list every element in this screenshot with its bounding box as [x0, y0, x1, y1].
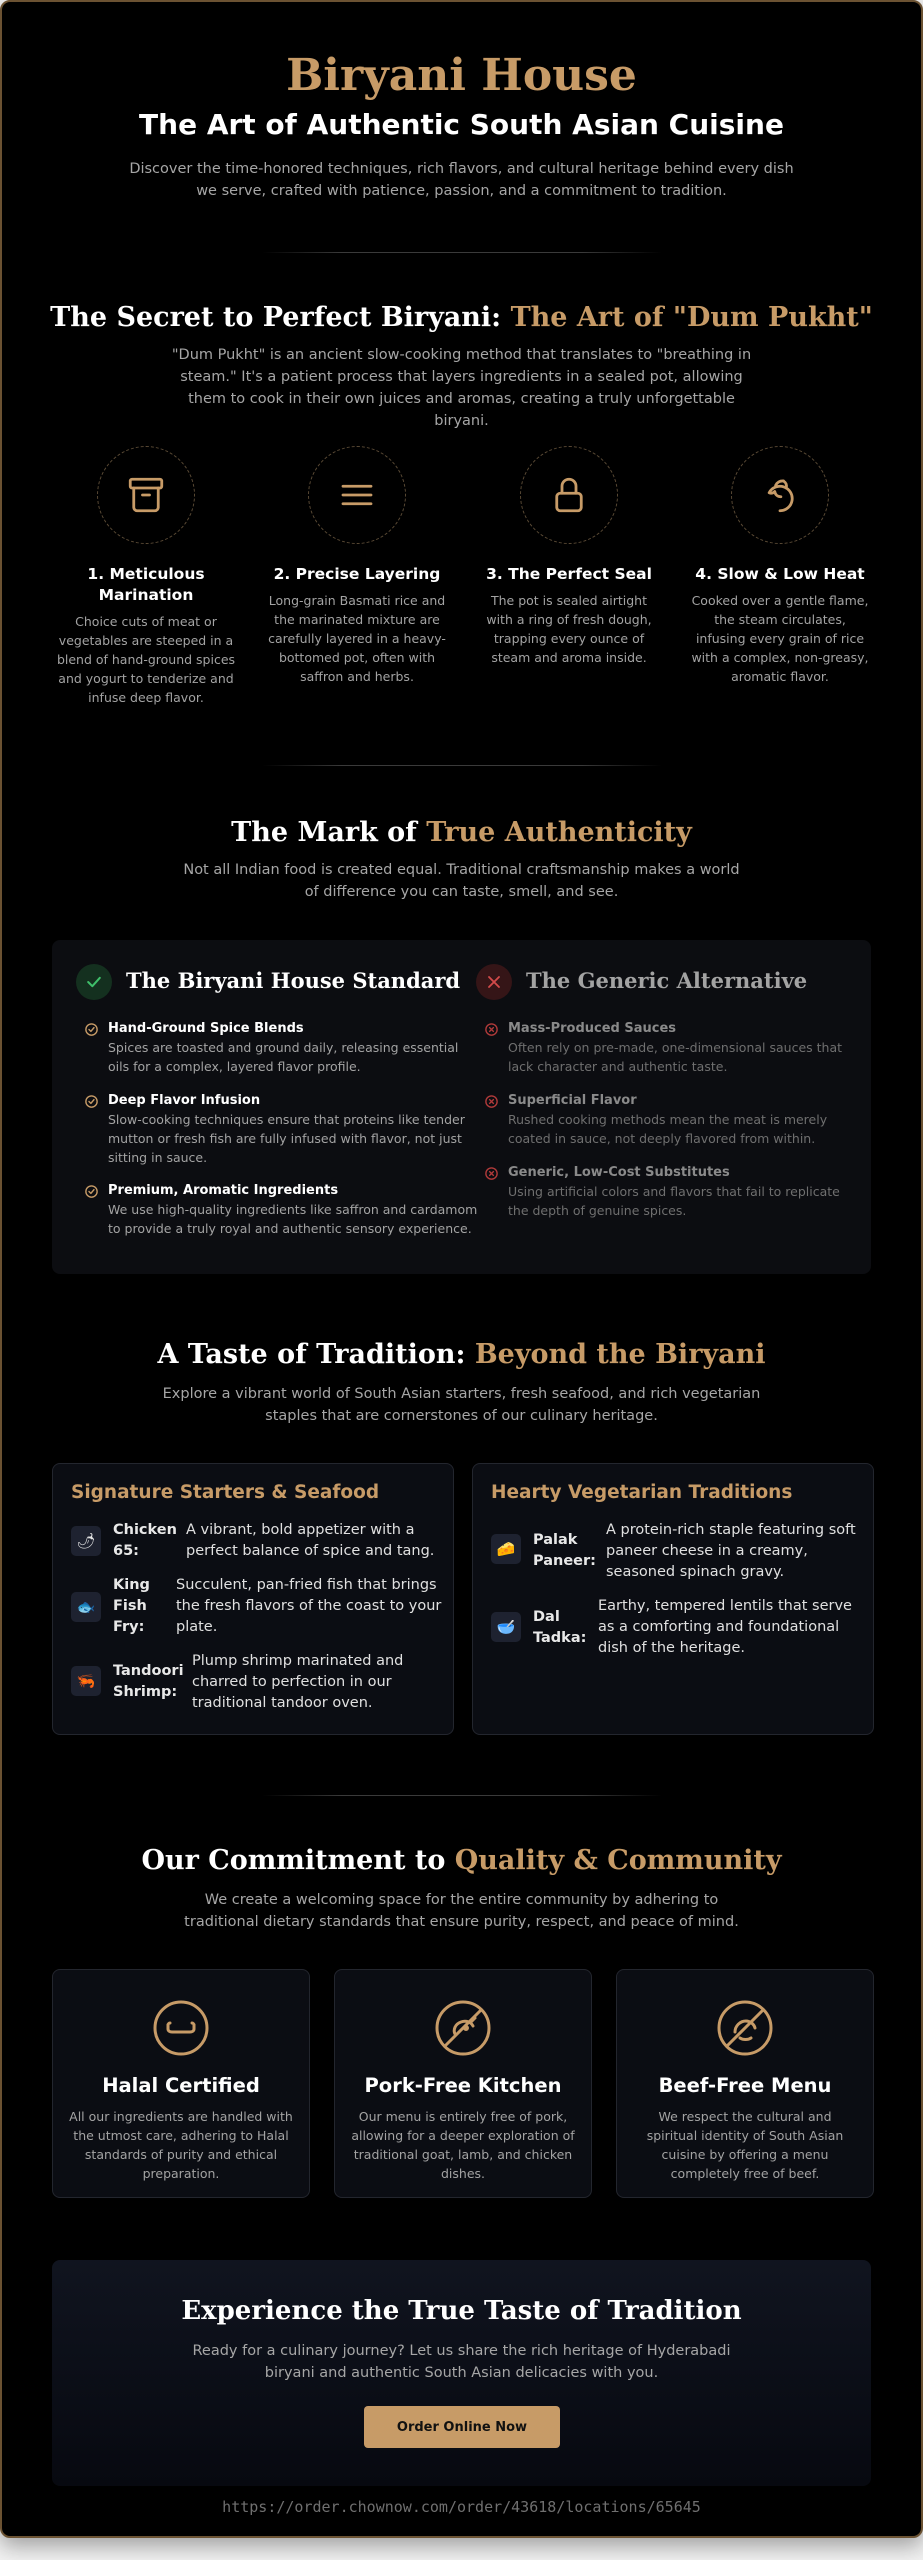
standard-item-title: Deep Flavor Infusion — [108, 1093, 261, 1108]
hero-subtitle: The Art of Authentic South Asian Cuisine — [139, 108, 784, 141]
generic-item — [508, 1020, 848, 1076]
commit-title: Pork-Free Kitchen — [364, 2074, 562, 2097]
step-title: 2. Precise Layering — [273, 565, 441, 583]
generic-item-title: Superficial Flavor — [508, 1093, 637, 1108]
standard-item-desc: We use high-quality ingredients like saffron and cardamom to provide a truly royal and authentic sensory experience. — [108, 1202, 478, 1236]
commit-title: Beef-Free Menu — [658, 2074, 832, 2097]
step-seal — [479, 446, 659, 667]
step-heat — [690, 446, 870, 686]
generic-heading: The Generic Alternative — [526, 968, 808, 993]
commit-desc: Our menu is entirely free of pork, allowing for a deeper exploration of traditional goat, lamb, and chicken dishes. — [351, 2109, 575, 2181]
authenticity-section-title — [2, 817, 921, 848]
tradition-section-title — [2, 1339, 921, 1370]
step-desc: Cooked over a gentle flame, the steam circulates, infusing every grain of rice with a complex, non-greasy, aromatic flavor. — [691, 593, 869, 684]
commitment-title-plain: Our Commitment to — [141, 1845, 455, 1876]
menu-item-desc: Earthy, tempered lentils that serve as a comforting and foundational dish of the heritage. — [598, 1598, 852, 1656]
step-icon-circle — [97, 446, 195, 544]
standard-item — [108, 1020, 478, 1076]
dum-section-title — [2, 302, 921, 333]
brand-title: Biryani House — [286, 50, 637, 101]
starters-heading: Signature Starters & Seafood — [71, 1482, 380, 1503]
commitment-section-title — [2, 1845, 921, 1876]
bowl-icon: 🥣 — [491, 1612, 521, 1642]
comparison-panel — [52, 940, 871, 1274]
step-desc: Choice cuts of meat or vegetables are steeped in a blend of hand-ground spices and yogurt to tenderize and infuse deep flavor. — [56, 614, 236, 705]
commit-title: Halal Certified — [102, 2074, 260, 2097]
tradition-description: Explore a vibrant world of South Asian starters, fresh seafood, and rich vegetarian staples that are cornerstones of our culinary heritage. — [162, 1386, 761, 1424]
vegetarian-card — [472, 1463, 874, 1735]
x-circle-icon — [484, 1094, 499, 1109]
footer-url[interactable]: https://order.chownow.com/order/43618/locations/65645 — [222, 2498, 701, 2516]
dum-title-accent: The Art of "Dum Pukht" — [510, 302, 873, 333]
step-layering — [267, 446, 447, 686]
generic-item-title: Mass-Produced Sauces — [508, 1021, 677, 1036]
check-circle-icon — [84, 1184, 99, 1199]
generic-item — [508, 1092, 848, 1148]
standard-item — [108, 1182, 478, 1238]
no-beef-icon — [715, 1998, 775, 2058]
menu-item-name: Palak Paneer: — [533, 1532, 596, 1569]
standard-item-title: Hand-Ground Spice Blends — [108, 1021, 304, 1036]
halal-icon — [151, 1998, 211, 2058]
order-online-button[interactable]: Order Online Now — [364, 2406, 560, 2448]
flame-icon — [759, 474, 801, 516]
divider — [262, 765, 662, 766]
menu-item-desc: A protein-rich staple featuring soft paneer cheese in a creamy, seasoned spinach gravy. — [606, 1522, 856, 1580]
authenticity-description: Not all Indian food is created equal. Traditional craftsmanship makes a world of difference you can taste, smell, and see. — [183, 862, 740, 900]
step-icon-circle — [308, 446, 406, 544]
close-icon — [484, 972, 504, 992]
standard-item-desc: Slow-cooking techniques ensure that proteins like tender mutton or fresh fish are fully infused with flavor, not just sitting in sauce. — [108, 1112, 465, 1165]
menu-item-name: Tandoori Shrimp: — [113, 1663, 184, 1700]
dum-title-plain: The Secret to Perfect Biryani: — [50, 302, 511, 333]
commit-desc: All our ingredients are handled with the utmost care, adhering to Halal standards of purity and ethical preparation. — [69, 2109, 293, 2181]
step-title: 4. Slow & Low Heat — [695, 565, 865, 583]
check-circle-icon — [84, 1022, 99, 1037]
pork-free-card — [334, 1969, 592, 2198]
commit-desc: We respect the cultural and spiritual identity of South Asian cuisine by offering a menu completely free of beef. — [646, 2109, 844, 2181]
dum-description: "Dum Pukht" is an ancient slow-cooking method that translates to "breathing in steam." It's a patient process that layers ingredients in a sealed pot, allowing them to cook in their own juices and aromas, creating a truly unforgettable biryani. — [171, 347, 752, 429]
generic-item — [508, 1164, 848, 1220]
check-icon — [84, 972, 104, 992]
cta-title: Experience the True Taste of Tradition — [181, 2296, 742, 2326]
no-pork-icon — [433, 1998, 493, 2058]
shrimp-icon: 🦐 — [71, 1666, 101, 1696]
halal-card — [52, 1969, 310, 2198]
menu-item-name: Chicken 65: — [113, 1522, 177, 1559]
cta-description: Ready for a culinary journey? Let us share the rich heritage of Hyderabadi biryani and authentic South Asian delicacies with you. — [192, 2343, 731, 2381]
step-desc: Long-grain Basmati rice and the marinated mixture are carefully layered in a heavy-bottomed pot, often with saffron and herbs. — [268, 593, 446, 684]
standard-item — [108, 1092, 478, 1167]
divider — [262, 1795, 662, 1796]
vegetarian-heading: Hearty Vegetarian Traditions — [491, 1482, 793, 1503]
tradition-title-accent: Beyond the Biryani — [474, 1339, 766, 1370]
step-desc: The pot is sealed airtight with a ring of fresh dough, trapping every ounce of steam and aroma inside. — [486, 593, 652, 665]
fish-icon: 🐟 — [71, 1592, 101, 1622]
menu-item-desc: Plump shrimp marinated and charred to perfection in our traditional tandoor oven. — [192, 1653, 404, 1711]
x-circle-icon — [484, 1166, 499, 1181]
step-marination — [56, 446, 236, 707]
standard-heading: The Biryani House Standard — [126, 968, 461, 993]
generic-item-desc: Often rely on pre-made, one-dimensional sauces that lack character and authentic taste. — [508, 1040, 843, 1074]
standard-item-desc: Spices are toasted and ground daily, releasing essential oils for a complex, layered flavor profile. — [108, 1040, 459, 1074]
generic-item-desc: Using artificial colors and flavors that fail to replicate the depth of genuine spices. — [508, 1184, 840, 1218]
cheese-icon: 🧀 — [491, 1534, 521, 1564]
commitment-title-accent: Quality & Community — [454, 1845, 782, 1876]
chili-icon: 🌶 — [71, 1526, 101, 1556]
authenticity-title-plain: The Mark of — [231, 817, 427, 848]
tradition-title-plain: A Taste of Tradition: — [157, 1339, 475, 1370]
step-icon-circle — [520, 446, 618, 544]
menu-item-desc: Succulent, pan-fried fish that brings the fresh flavors of the coast to your plate. — [176, 1577, 442, 1635]
commitment-description: We create a welcoming space for the entire community by adhering to traditional dietary standards that ensure purity, respect, and peace of mind. — [184, 1892, 739, 1930]
standard-item-title: Premium, Aromatic Ingredients — [108, 1183, 339, 1198]
authenticity-title-accent: True Authenticity — [426, 817, 692, 848]
step-title: 3. The Perfect Seal — [486, 565, 652, 583]
cta-panel — [52, 2260, 871, 2486]
hero-description: Discover the time-honored techniques, rich flavors, and cultural heritage behind every dish we serve, crafted with patience, passion, and a commitment to tradition. — [129, 161, 794, 199]
starters-card — [52, 1463, 454, 1735]
check-badge — [76, 964, 112, 1000]
check-circle-icon — [84, 1094, 99, 1109]
menu-item-name: King Fish Fry: — [113, 1577, 150, 1635]
divider — [262, 252, 662, 253]
layers-icon — [336, 474, 378, 516]
lock-icon — [548, 474, 590, 516]
generic-item-title: Generic, Low-Cost Substitutes — [508, 1165, 730, 1180]
beef-free-card — [616, 1969, 874, 2198]
x-circle-icon — [484, 1022, 499, 1037]
menu-item-desc: A vibrant, bold appetizer with a perfect balance of spice and tang. — [186, 1522, 435, 1559]
step-icon-circle — [731, 446, 829, 544]
generic-item-desc: Rushed cooking methods mean the meat is merely coated in sauce, not deeply flavored from within. — [508, 1112, 828, 1146]
archive-icon — [125, 474, 167, 516]
step-title: 1. Meticulous Marination — [87, 565, 205, 604]
menu-item-name: Dal Tadka: — [533, 1609, 587, 1646]
x-badge — [476, 964, 512, 1000]
